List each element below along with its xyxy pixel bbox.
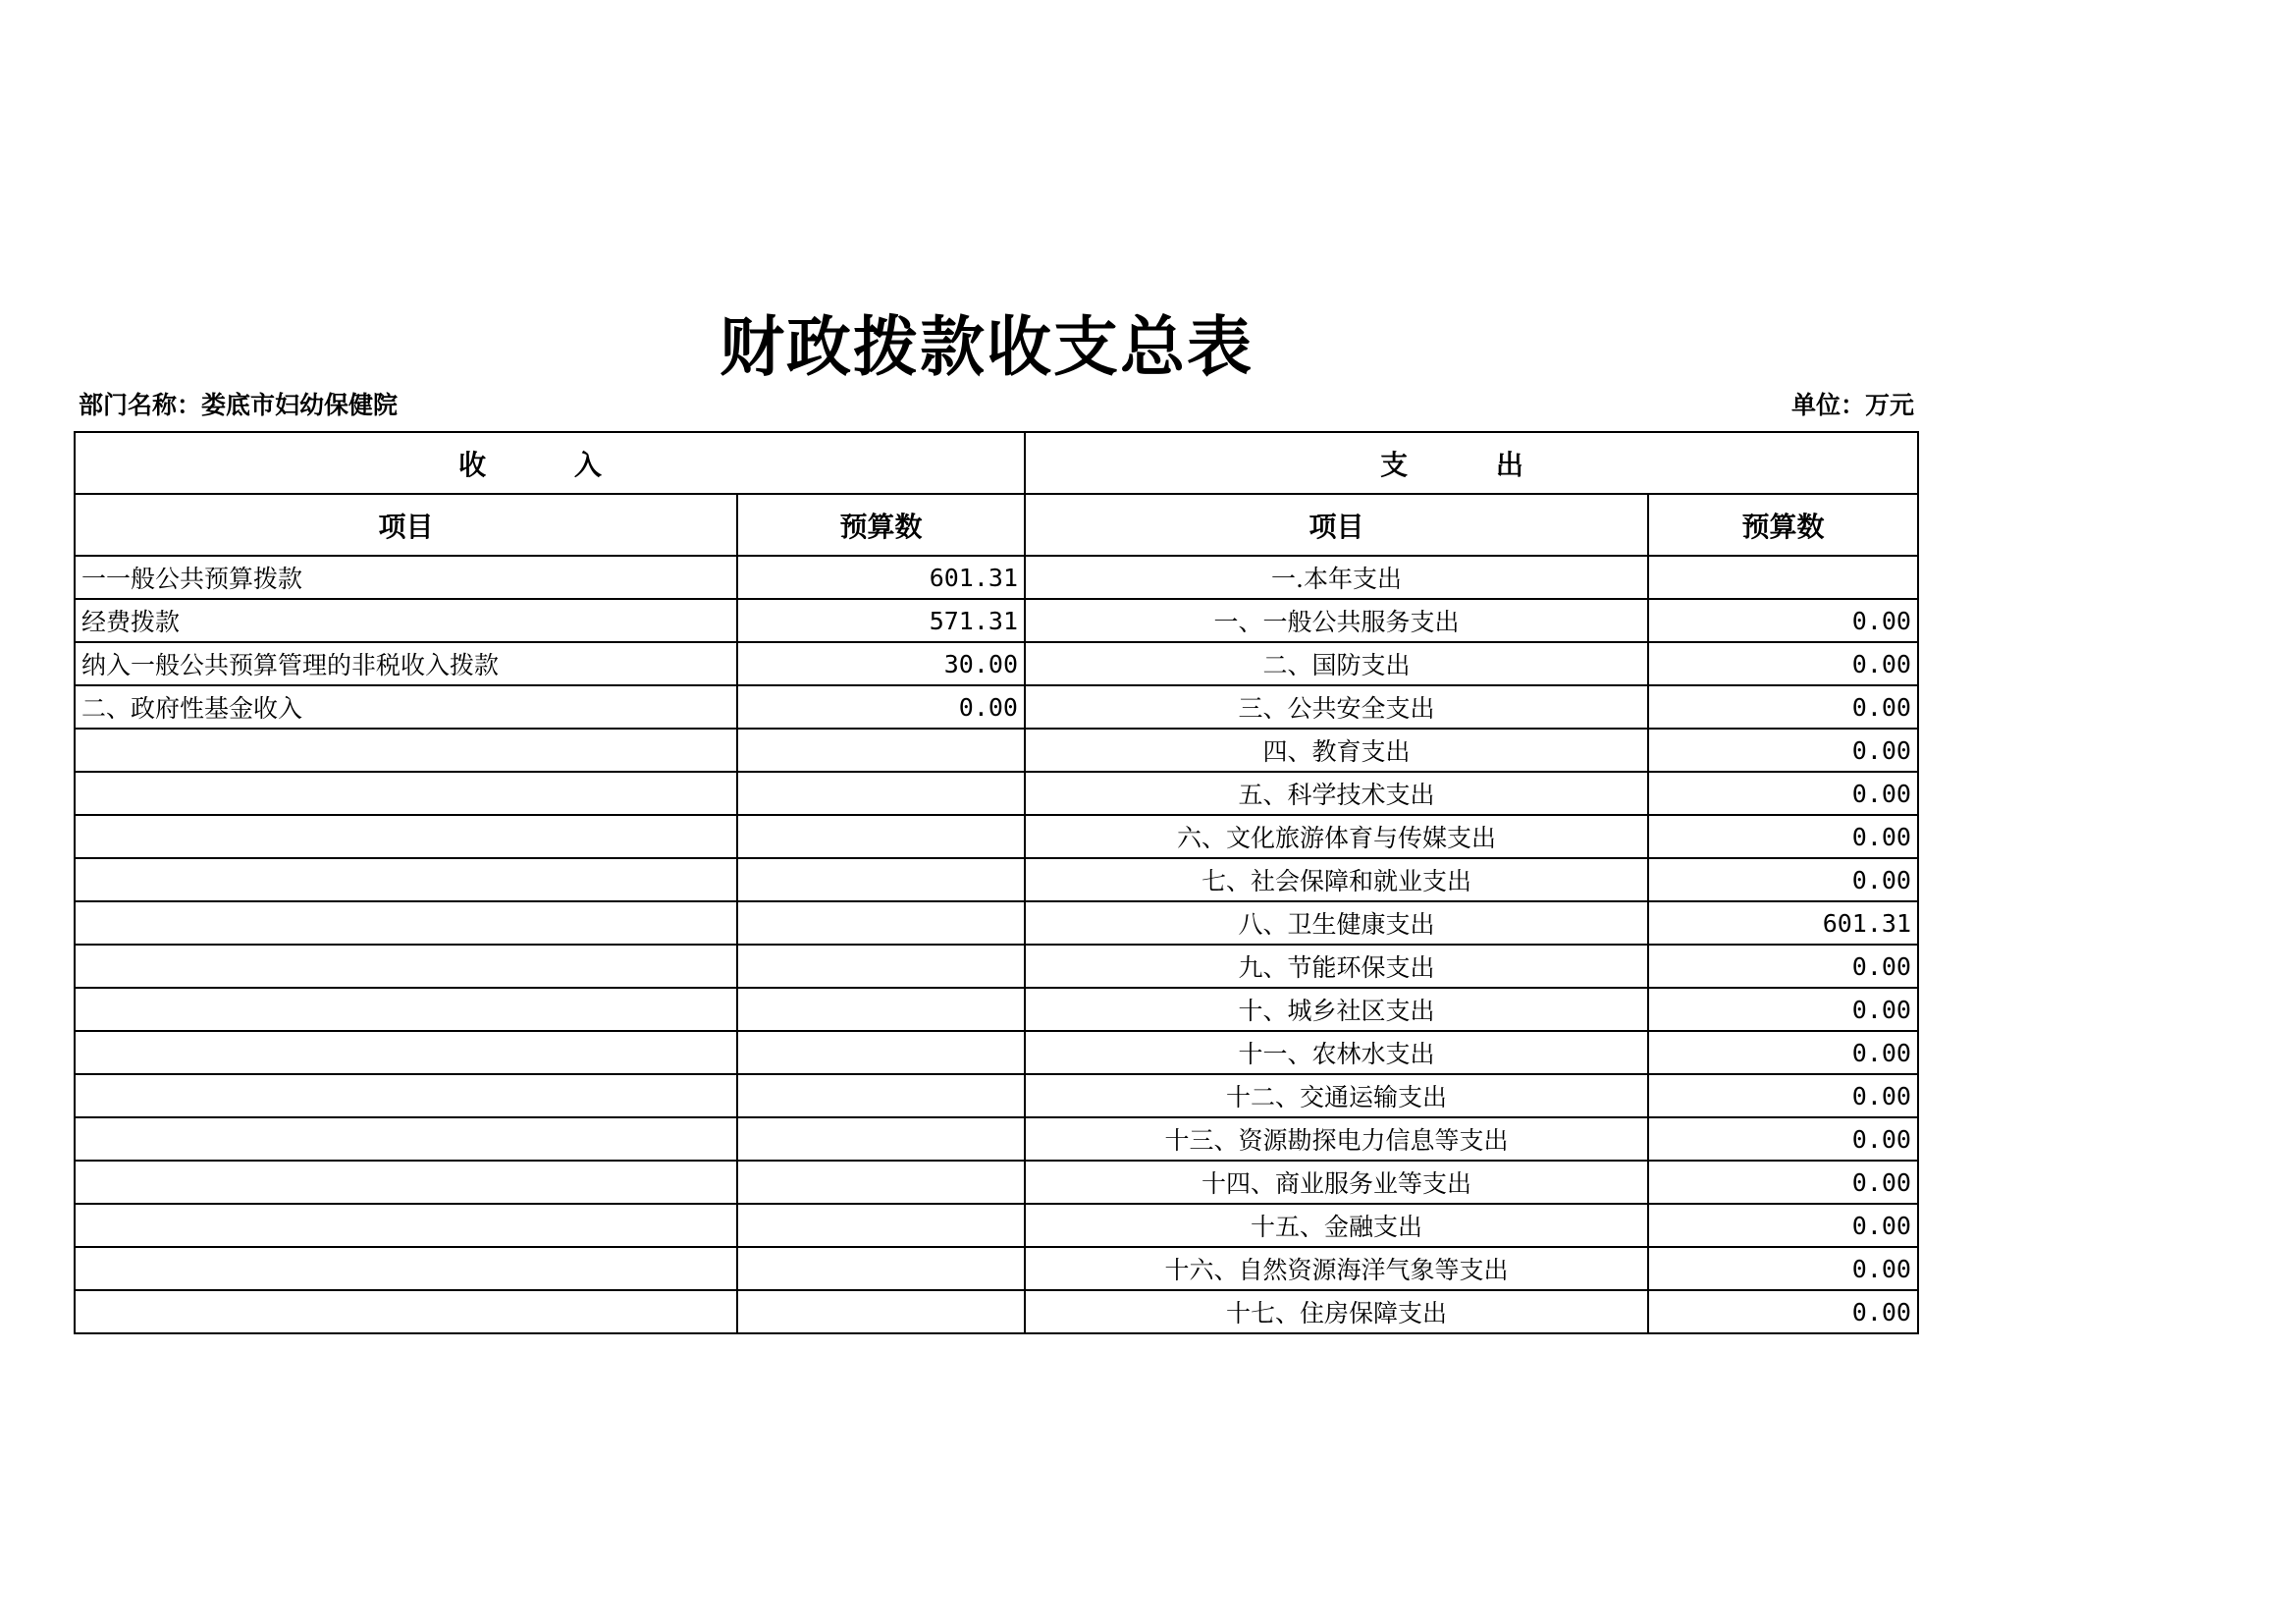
income-amount-cell bbox=[737, 1161, 1025, 1204]
income-item-cell bbox=[75, 1074, 737, 1117]
expense-item-cell: 十五、金融支出 bbox=[1025, 1204, 1648, 1247]
expense-item-cell: 十、城乡社区支出 bbox=[1025, 988, 1648, 1031]
expense-amount-cell: 0.00 bbox=[1648, 1074, 1918, 1117]
income-item-cell bbox=[75, 945, 737, 988]
income-amount-cell bbox=[737, 1290, 1025, 1333]
income-item-cell bbox=[75, 988, 737, 1031]
expense-amount-cell: 0.00 bbox=[1648, 1247, 1918, 1290]
table-row bbox=[75, 1247, 1918, 1290]
income-item-cell: 经费拨款 bbox=[75, 599, 737, 642]
table-row bbox=[75, 642, 1918, 685]
expense-amount-cell: 601.31 bbox=[1648, 901, 1918, 945]
expense-item-cell: 十三、资源勘探电力信息等支出 bbox=[1025, 1117, 1648, 1161]
income-amount-cell bbox=[737, 945, 1025, 988]
expense-item-cell: 十一、农林水支出 bbox=[1025, 1031, 1648, 1074]
table-row bbox=[75, 1290, 1918, 1333]
table-row bbox=[75, 772, 1918, 815]
table-row bbox=[75, 988, 1918, 1031]
income-item-cell bbox=[75, 1161, 737, 1204]
table-row bbox=[75, 599, 1918, 642]
expense-item-cell: 三、公共安全支出 bbox=[1025, 685, 1648, 729]
expense-item-cell: 十六、自然资源海洋气象等支出 bbox=[1025, 1247, 1648, 1290]
table-row bbox=[75, 556, 1918, 599]
income-amount-cell bbox=[737, 1074, 1025, 1117]
income-item-header: 项目 bbox=[75, 494, 737, 556]
income-amount-cell: 601.31 bbox=[737, 556, 1025, 599]
expense-item-cell: 六、文化旅游体育与传媒支出 bbox=[1025, 815, 1648, 858]
expense-amount-cell: 0.00 bbox=[1648, 772, 1918, 815]
income-item-cell bbox=[75, 858, 737, 901]
department-label: 部门名称：娄底市妇幼保健院 bbox=[79, 391, 399, 419]
income-amount-cell: 30.00 bbox=[737, 642, 1025, 685]
income-item-cell bbox=[75, 1117, 737, 1161]
expense-amount-cell: 0.00 bbox=[1648, 1117, 1918, 1161]
table-row bbox=[75, 901, 1918, 945]
income-amount-cell bbox=[737, 772, 1025, 815]
income-item-cell bbox=[75, 1204, 737, 1247]
expense-amount-cell: 0.00 bbox=[1648, 858, 1918, 901]
income-section-header: 收 入 bbox=[75, 432, 1025, 494]
income-amount-cell bbox=[737, 1031, 1025, 1074]
expense-amount-cell: 0.00 bbox=[1648, 729, 1918, 772]
table-row bbox=[75, 945, 1918, 988]
expense-amount-cell: 0.00 bbox=[1648, 815, 1918, 858]
expense-amount-cell: 0.00 bbox=[1648, 1204, 1918, 1247]
expense-amount-cell: 0.00 bbox=[1648, 685, 1918, 729]
expense-item-cell: 一.本年支出 bbox=[1025, 556, 1648, 599]
expense-item-cell: 一、一般公共服务支出 bbox=[1025, 599, 1648, 642]
page-title: 财政拨款收支总表 bbox=[720, 308, 1254, 385]
income-amount-cell bbox=[737, 1247, 1025, 1290]
expense-amount-cell: 0.00 bbox=[1648, 988, 1918, 1031]
expense-item-cell: 十二、交通运输支出 bbox=[1025, 1074, 1648, 1117]
expense-amount-cell: 0.00 bbox=[1648, 945, 1918, 988]
income-amount-cell bbox=[737, 1117, 1025, 1161]
expense-item-cell: 七、社会保障和就业支出 bbox=[1025, 858, 1648, 901]
income-item-cell bbox=[75, 1290, 737, 1333]
expense-item-cell: 九、节能环保支出 bbox=[1025, 945, 1648, 988]
expense-item-cell: 十七、住房保障支出 bbox=[1025, 1290, 1648, 1333]
expense-item-cell: 八、卫生健康支出 bbox=[1025, 901, 1648, 945]
table-row bbox=[75, 858, 1918, 901]
expense-item-cell: 二、国防支出 bbox=[1025, 642, 1648, 685]
table-row bbox=[75, 1161, 1918, 1204]
table-row bbox=[75, 815, 1918, 858]
income-item-cell: 一一般公共预算拨款 bbox=[75, 556, 737, 599]
income-amount-cell bbox=[737, 815, 1025, 858]
income-amount-cell bbox=[737, 729, 1025, 772]
table-row bbox=[75, 685, 1918, 729]
income-amount-cell bbox=[737, 901, 1025, 945]
income-amount-cell bbox=[737, 858, 1025, 901]
income-item-cell: 二、政府性基金收入 bbox=[75, 685, 737, 729]
expense-amount-cell: 0.00 bbox=[1648, 1031, 1918, 1074]
section-header-row bbox=[75, 432, 1918, 494]
income-item-cell bbox=[75, 772, 737, 815]
expense-item-header: 项目 bbox=[1025, 494, 1648, 556]
income-item-cell bbox=[75, 1247, 737, 1290]
expense-amount-cell bbox=[1648, 556, 1918, 599]
income-item-cell bbox=[75, 815, 737, 858]
income-item-cell bbox=[75, 1031, 737, 1074]
table-row bbox=[75, 1204, 1918, 1247]
table-row bbox=[75, 1074, 1918, 1117]
income-item-cell bbox=[75, 901, 737, 945]
expense-amount-header: 预算数 bbox=[1648, 494, 1918, 556]
income-amount-cell bbox=[737, 1204, 1025, 1247]
income-amount-cell: 0.00 bbox=[737, 685, 1025, 729]
income-amount-header: 预算数 bbox=[737, 494, 1025, 556]
expense-item-cell: 五、科学技术支出 bbox=[1025, 772, 1648, 815]
table-row bbox=[75, 1031, 1918, 1074]
expense-section-header: 支 出 bbox=[1025, 432, 1918, 494]
expense-item-cell: 四、教育支出 bbox=[1025, 729, 1648, 772]
income-amount-cell bbox=[737, 988, 1025, 1031]
expense-amount-cell: 0.00 bbox=[1648, 1290, 1918, 1333]
expense-amount-cell: 0.00 bbox=[1648, 1161, 1918, 1204]
budget-table bbox=[74, 431, 1919, 1334]
unit-label: 单位：万元 bbox=[1790, 391, 1914, 419]
table-row bbox=[75, 1117, 1918, 1161]
column-header-row bbox=[75, 494, 1918, 556]
expense-amount-cell: 0.00 bbox=[1648, 642, 1918, 685]
table-row bbox=[75, 729, 1918, 772]
expense-amount-cell: 0.00 bbox=[1648, 599, 1918, 642]
expense-item-cell: 十四、商业服务业等支出 bbox=[1025, 1161, 1648, 1204]
income-item-cell bbox=[75, 729, 737, 772]
income-item-cell: 纳入一般公共预算管理的非税收入拨款 bbox=[75, 642, 737, 685]
income-amount-cell: 571.31 bbox=[737, 599, 1025, 642]
